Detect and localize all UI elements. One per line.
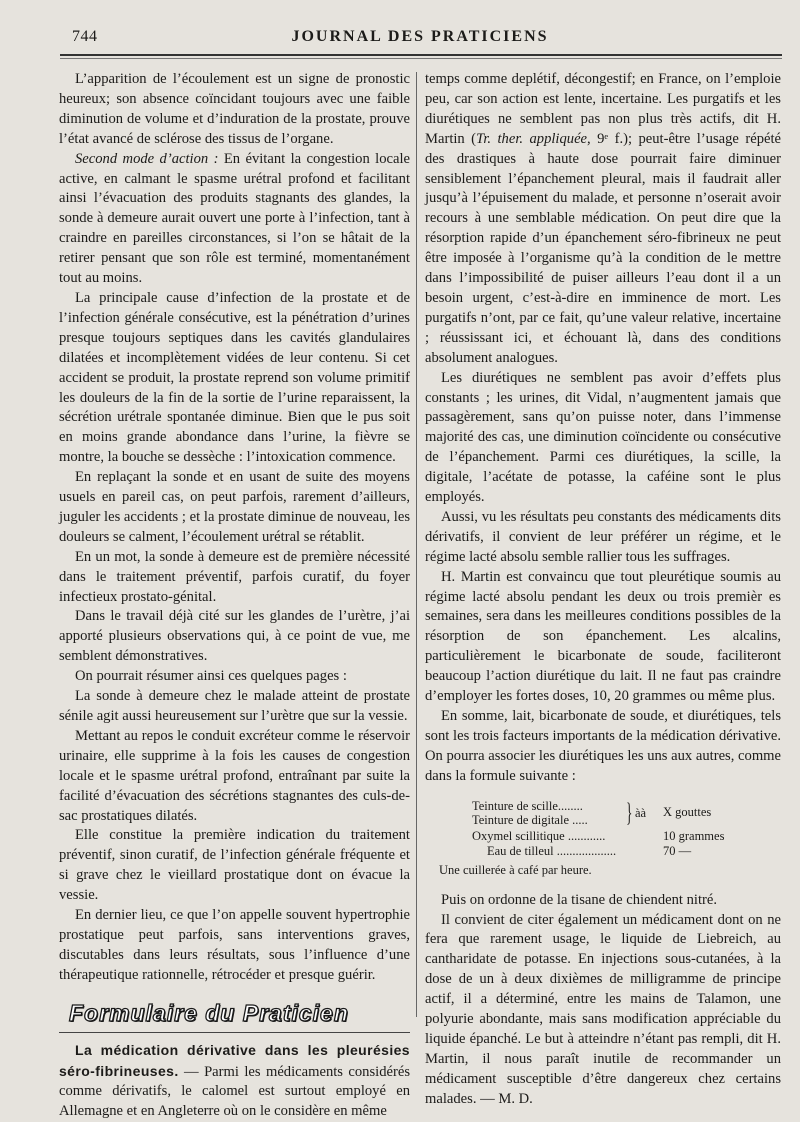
formula-quantity: 10 grammes	[663, 828, 725, 843]
paragraph-second-mode	[59, 150, 410, 289]
paragraph: Aussi, vu les résultats peu constants des médicaments dits dérivatifs, il convient de leur préférer un régime, et le régime lacté absolu semble rallier tous les suffrages.	[425, 508, 781, 565]
paragraph: En somme, lait, bicarbonate de soude, et diurétiques, tels sont les trois facteurs importants de la médication dérivative. On pourra associer les diurétiques les uns aux autres, comme dans la formule suivante :	[425, 708, 781, 784]
formula-quantity: X gouttes	[663, 804, 712, 819]
paragraph: temps comme deplétif, décongestif; en France, on l’emploie peu, car son action est lente, incertaine. Les purgatifs et les diurétiques ne semblent pas non plus très actifs, dit H. Martin (Tr. ther. appliquée, 9ᵉ f.); peut-être l’usage répété des drastiques à haute dose pourrait faire diminuer sensiblement l’épanchement pleural, mais il faudrait aller jusqu’à l’épuisement du malade, et personne n’oserait avoir recours à une semblable médication. On peut dire que la résorption rapide d’un épanchement séro-fibrineux ne peut être imposée à l’organisme qu’à la condition de le mettre dans l’impossibilité de puiser ailleurs l’eau dont il a un besoin urgent, c’est-à-dire en imminence de mort. Les purgatifs n’ont, par ce fait, qu’une valeur relative, incertaine ; réussissant ici, et échouant là, dans des conditions absolument analogues.	[425, 71, 781, 366]
subsection-paragraph	[59, 1041, 410, 1122]
formula-ingredient: Eau de tilleul ...................	[487, 843, 617, 858]
paragraph: Puis on ordonne de la tisane de chiendent nitré.	[441, 891, 717, 908]
journal-title: JOURNAL DES PRATICIENS	[291, 28, 549, 45]
formula-ingredient: Teinture de scille........	[472, 798, 583, 813]
header-rule	[60, 54, 782, 56]
prescription-formula	[425, 799, 781, 881]
formula-brace: }	[626, 797, 633, 827]
paragraph: H. Martin est convaincu que tout pleurétique soumis au régime lacté absolu pendant les deux ou trois premièr es semaines, sera dans les meilleures conditions possibles de la résorption de son épanchement. Les alcalins, particulièrement le bicarbonate de soude, faciliteront beaucoup l’action diurétique du lait. Il ne faut pas craindre d’employer les fortes doses, 10, 20 grammes ou même plus.	[425, 568, 781, 705]
formula-ingredient: Teinture de digitale .....	[472, 812, 588, 827]
paragraph: Elle constitue la première indication du traitement préventif, sinon curatif, de l’infection générale fréquente et si grave chez le vieillard prostatique dont on évacue la vessie.	[59, 827, 410, 904]
page-header	[58, 28, 782, 50]
paragraph: En un mot, la sonde à demeure est de première nécessité dans le traitement préventif, parfois curatif, du foyer infectieux prostato-génital.	[59, 548, 410, 605]
left-column	[59, 70, 410, 1122]
page-number: 744	[72, 28, 98, 45]
paragraph: En replaçant la sonde et en usant de suite des moyens usuels en pareil cas, on peut parfois, rarement d’ailleurs, juguler les accidents ; et la prostate diminue de nouveau, les douleurs se calment, l’écoulement urétral se rétablit.	[59, 469, 410, 545]
paragraph: En dernier lieu, ce que l’on appelle souvent hypertrophie prostatique peut parfois, sans interventions graves, discutables dans leurs résultats, sous l’influence d’une thérapeutique rationnelle, rétrocéder et presque guérir.	[59, 907, 410, 983]
paragraph: La sonde à demeure chez le malade atteint de prostate sénile agit aussi heureusement sur l’urètre que sur la vessie.	[59, 688, 410, 724]
subsection-title: La médication dérivative dans les pleurésies séro-fibrineuses.	[59, 1041, 410, 1079]
formula-ingredient: Oxymel scillitique ............	[472, 828, 606, 843]
column-divider	[416, 72, 417, 1017]
second-mode-label: Second mode d’action :	[75, 150, 219, 167]
paragraph: Dans le travail déjà cité sur les glandes de l’urètre, j’ai apporté plusieurs observations qui, à ce point de vue, me semblent démonstratives.	[59, 608, 410, 665]
formula-aa: àà	[635, 805, 647, 820]
paragraph-text: En évitant la congestion locale active, en calmant le spasme urétral profond et facilitant ainsi l’évacuation des produits stagnants des glandes, la sonde à demeure aurait ouvert une porte à l’infection, tant à craindre en pareilles circonstances, si l’on se hâtait de la retirer pensant que son rôle est terminé, momentanément tout au moins.	[59, 150, 410, 287]
paragraph: La principale cause d’infection de la prostate et de l’infection générale consécutive, est la pénétration d’urines presque toujours septiques dans les cavités glandulaires dilatées et incomplètement vidées de leur contenu. Si cet accident se produit, la prostate reprend son volume primitif les douleurs de la fin de la sortie de l’urine reparaissent, la sécrétion urétrale spontanée diminue. Bien que le pus soit en moins grande abondance dans l’urine, la fièvre se montre, la bouche se dessèche : l’intoxication commence.	[59, 289, 410, 466]
paragraph: Les diurétiques ne semblent pas avoir d’effets plus constants ; les urines, dit Vidal, n’augmentent jamais que passagèrement, sans qu’on puisse noter, dans l’immense majorité des cas, une diminution coïncidente ou consécutive de l’épanchement. Parmi ces diurétiques, la scille, la digitale, l’acétate de potasse, la caféine sont le plus employés.	[425, 369, 781, 506]
subsection-text: — Parmi les médicaments considérés comme dérivatifs, le calomel est surtout employé en Allemagne et en Angleterre où on le considère en même	[59, 1063, 410, 1120]
formula-quantity: 70 —	[663, 843, 692, 858]
header-rule-thin	[60, 58, 782, 59]
formulaire-title: Formulaire du Praticien	[69, 999, 349, 1026]
paragraph: Il convient de citer également un médicament dont on ne fera que rarement usage, le liquide de Liebreich, au cantharidate de potasse. En injections sous-cutanées, à la dose de un à deux dixièmes de milligramme de principe actif, il a déterminé, entre les mains de Talamon, une polyurie abondante, mais sans modification appréciable du liquide épanché. Le but à atteindre n’étant pas rempli, dit H. Martin, il nous paraît inutile de recommander un médicament susceptible d’être dangereux chez certains malades. — M. D.	[425, 911, 781, 1107]
paragraph: On pourrait résumer ainsi ces quelques pages :	[75, 668, 347, 685]
formulaire-rule	[59, 1032, 410, 1033]
paragraph: L’apparition de l’écoulement est un signe de pronostic heureux; son absence coïncidant toujours avec une faible diminution de volume et d’induration de la prostate, prouve l’état avancé de sclérose des tissus de l’organe.	[59, 71, 410, 147]
book-reference: Tr. ther. appliquée	[476, 130, 588, 147]
right-column	[425, 70, 781, 1110]
paragraph: Mettant au repos le conduit excréteur comme le réservoir urinaire, elle supprime à la fois les causes de congestion locale et le spasme urétral profond, entraînant par suite la facilité d’évacuation des sécrétions stagnantes des culs-de-sac prostatiques dilatés.	[59, 727, 410, 824]
formula-note: Une cuillerée à café par heure.	[439, 862, 592, 877]
